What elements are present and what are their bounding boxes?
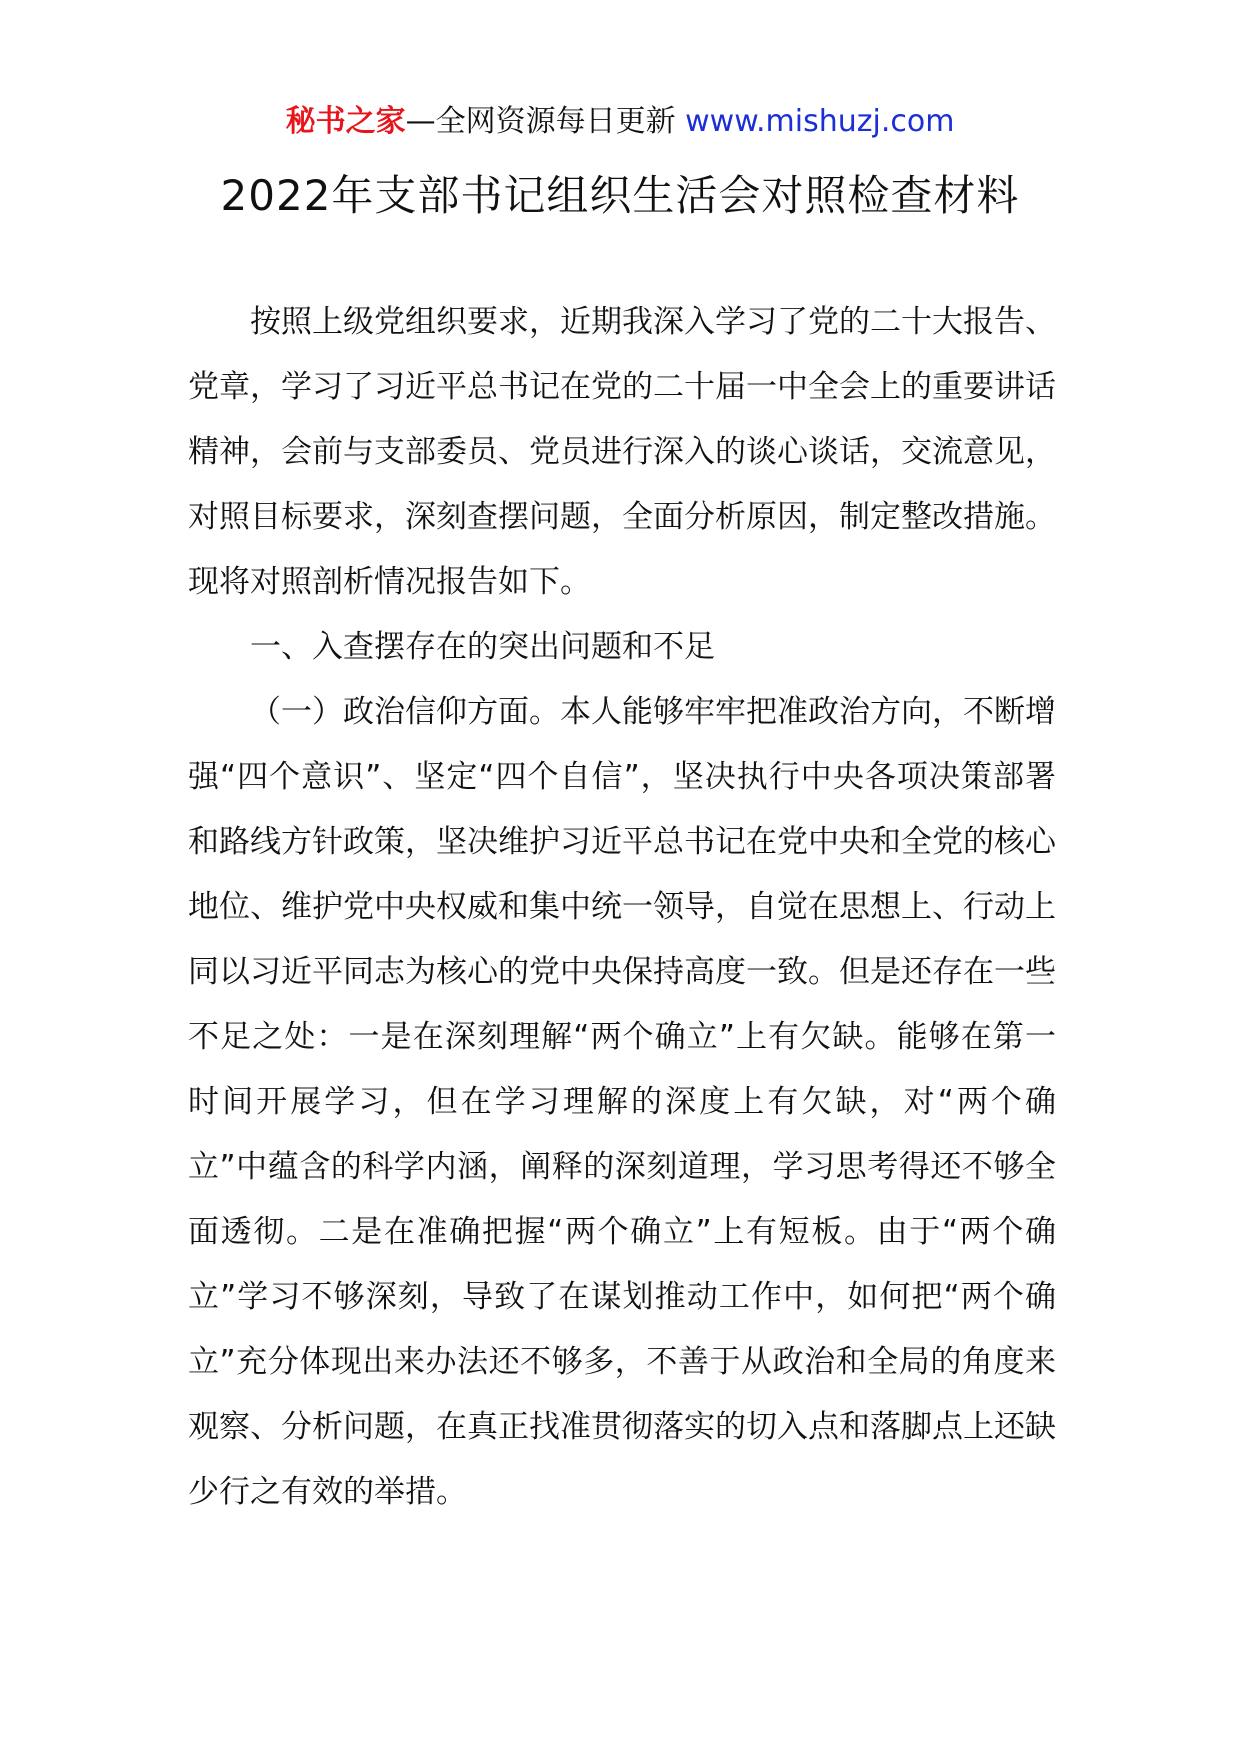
site-header xyxy=(0,102,1240,142)
header-slogan: —全网资源每日更新 xyxy=(405,104,676,139)
document-body xyxy=(188,290,1056,1525)
document-title: 2022年支部书记组织生活会对照检查材料 xyxy=(220,171,1020,220)
site-url-link[interactable]: www.mishuzj.com xyxy=(685,104,955,139)
political-belief-paragraph: （一）政治信仰方面。本人能够牢牢把准政治方向，不断增强“四个意识”、坚定“四个自信”，坚决执行中央各项决策部署和路线方针政策，坚决维护习近平总书记在党中央和全党的核心地位、维护党中央权威和集中统一领导，自觉在思想上、行动上同以习近平同志为核心的党中央保持高度一致。但是还存在一些不足之处：一是在深刻理解“两个确立”上有欠缺。能够在第一时间开展学习，但在学习理解的深度上有欠缺，对“两个确立”中蕴含的科学内涵，阐释的深刻道理，学习思考得还不够全面透彻。二是在准确把握“两个确立”上有短板。由于“两个确立”学习不够深刻，导致了在谋划推动工作中，如何把“两个确立”充分体现出来办法还不够多，不善于从政治和全局的角度来观察、分析问题，在真正找准贯彻落实的切入点和落脚点上还缺少行之有效的举措。 xyxy=(188,694,1056,1510)
section-heading: 一、入查摆存在的突出问题和不足 xyxy=(250,629,715,665)
intro-paragraph: 按照上级党组织要求，近期我深入学习了党的二十大报告、党章，学习了习近平总书记在党的二十届一中全会上的重要讲话精神，会前与支部委员、党员进行深入的谈心谈话，交流意见，对照目标要求，深刻查摆问题，全面分析原因，制定整改措施。现将对照剖析情况报告如下。 xyxy=(188,304,1056,600)
brand-name: 秘书之家 xyxy=(285,104,406,139)
